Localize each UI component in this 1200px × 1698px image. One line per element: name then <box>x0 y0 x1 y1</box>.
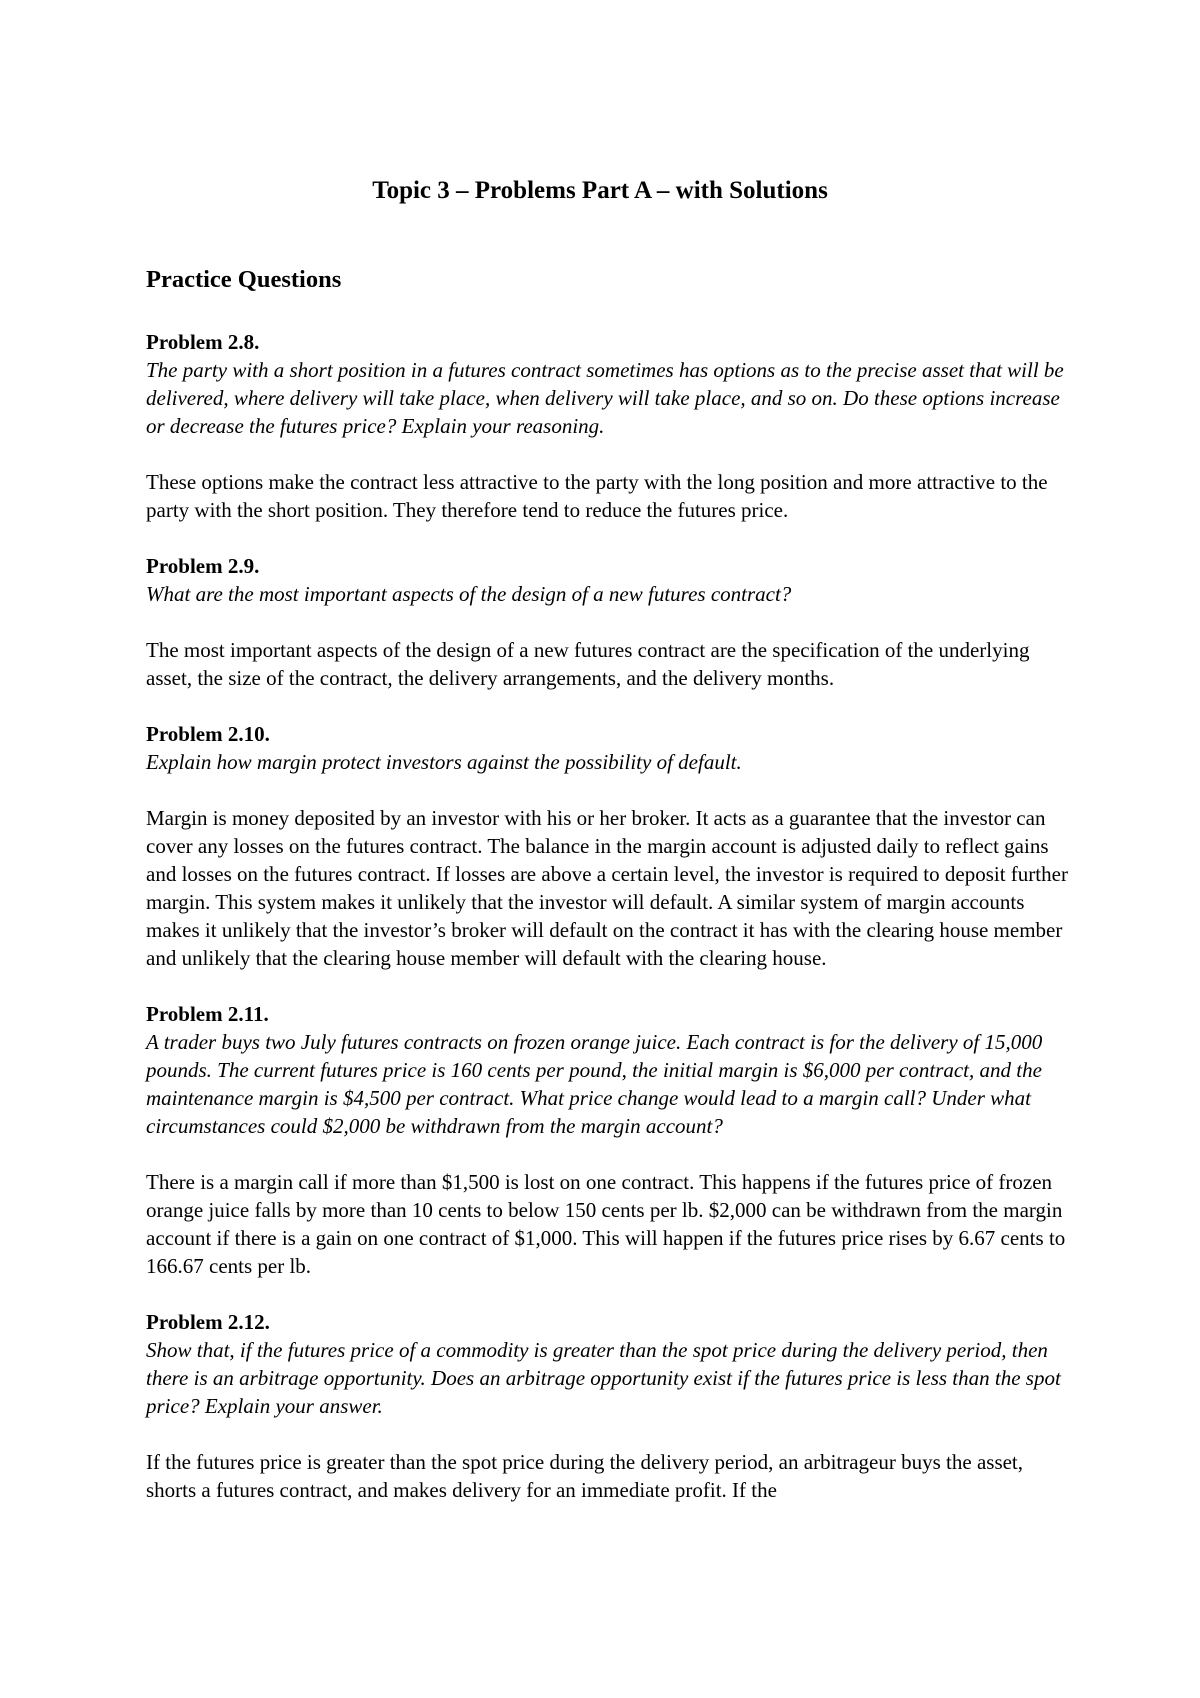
document-title: Topic 3 – Problems Part A – with Solutions <box>372 177 828 204</box>
problem-label: Problem 2.8. <box>146 330 260 354</box>
problem-answer: These options make the contract less attractive to the party with the long position and more attractive to the party with the short position. They therefore tend to reduce the futures price. <box>146 470 1048 522</box>
problem-question: A trader buys two July futures contracts on frozen orange juice. Each contract is for the delivery of 15,000 pounds. The current futures price is 160 cents per pound, the initial margin is $6,000 per contract, and the maintenance margin is $4,500 per contract. What price change would lead to a margin call? Under what circumstances could $2,000 be withdrawn from the margin account? <box>146 1030 1043 1138</box>
problem-question: The party with a short position in a futures contract sometimes has options as to the precise asset that will be delivered, where delivery will take place, when delivery will take place, and so on. Do these options increase or decrease the futures price? Explain your reasoning. <box>146 358 1064 438</box>
problem-2-9 <box>146 552 1076 692</box>
section-heading: Practice Questions <box>146 266 342 293</box>
problem-answer: There is a margin call if more than $1,500 is lost on one contract. This happens if the futures price of frozen orange juice falls by more than 10 cents to below 150 cents per lb. $2,000 can be withdrawn from the margin account if there is a gain on one contract of $1,000. This will happen if the futures price rises by 6.67 cents to 166.67 cents per lb. <box>146 1170 1066 1278</box>
problem-label: Problem 2.12. <box>146 1310 270 1334</box>
problem-answer: Margin is money deposited by an investor with his or her broker. It acts as a guarantee that the investor can cover any losses on the futures contract. The balance in the margin account is adjusted daily to reflect gains and losses on the futures contract. If losses are above a certain level, the investor is required to deposit further margin. This system makes it unlikely that the investor will default. A similar system of margin accounts makes it unlikely that the investor’s broker will default on the contract it has with the clearing house member and unlikely that the clearing house member will default with the clearing house. <box>146 806 1068 970</box>
problem-answer: If the futures price is greater than the spot price during the delivery period, an arbitrageur buys the asset, shorts a futures contract, and makes delivery for an immediate profit. If the <box>146 1450 1024 1502</box>
problem-question: Show that, if the futures price of a commodity is greater than the spot price during the delivery period, then there is an arbitrage opportunity. Does an arbitrage opportunity exist if the futures price is less than the spot price? Explain your answer. <box>146 1338 1061 1418</box>
problem-question: Explain how margin protect investors against the possibility of default. <box>146 750 742 774</box>
problem-2-11 <box>146 1000 1076 1280</box>
problem-label: Problem 2.11. <box>146 1002 269 1026</box>
problem-label: Problem 2.9. <box>146 554 260 578</box>
problem-label: Problem 2.10. <box>146 722 270 746</box>
problem-2-8 <box>146 328 1076 524</box>
problems-list <box>146 328 1076 1532</box>
problem-question: What are the most important aspects of the design of a new futures contract? <box>146 582 792 606</box>
problem-2-10 <box>146 720 1076 972</box>
problem-answer: The most important aspects of the design of a new futures contract are the specification of the underlying asset, the size of the contract, the delivery arrangements, and the delivery months. <box>146 638 1030 690</box>
problem-2-12 <box>146 1308 1076 1504</box>
